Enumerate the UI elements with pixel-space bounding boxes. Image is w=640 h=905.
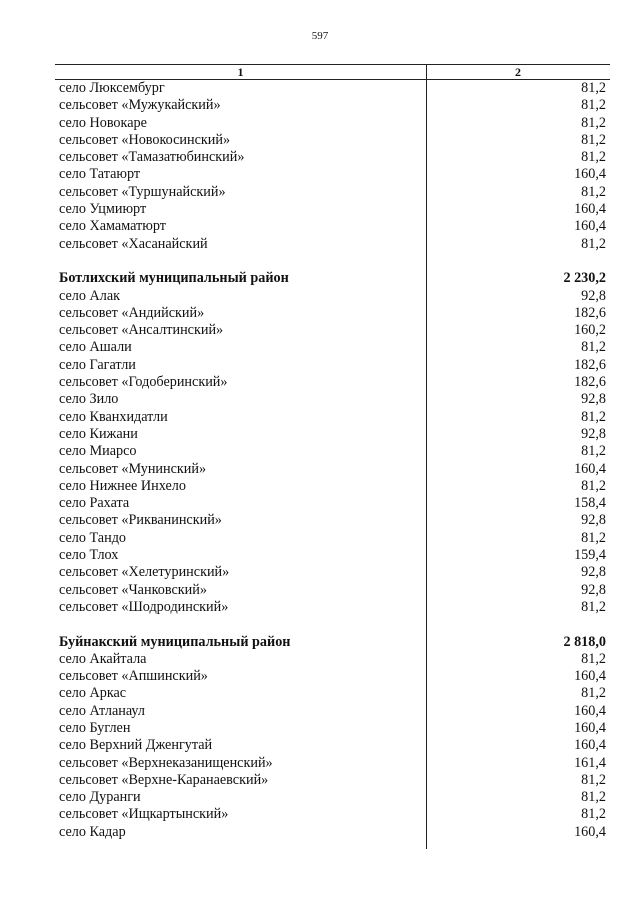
spacer-row	[55, 616, 610, 633]
table-row	[55, 391, 610, 408]
table-row	[55, 322, 610, 339]
row-name: село Алак	[59, 287, 121, 304]
row-value: 2 818,0	[563, 633, 606, 650]
table-row	[55, 703, 610, 720]
table-row	[55, 772, 610, 789]
row-name: село Атланаул	[59, 702, 145, 719]
row-value: 81,2	[581, 443, 606, 460]
row-name: село Дуранги	[59, 789, 141, 806]
table-row	[55, 564, 610, 581]
row-value: 81,2	[581, 131, 606, 148]
row-value: 159,4	[574, 547, 606, 564]
row-name: село Тандо	[59, 529, 127, 546]
table-row	[55, 80, 610, 97]
row-value: 161,4	[574, 754, 606, 771]
district-total-row	[55, 270, 610, 287]
row-value: 81,2	[581, 235, 606, 252]
row-value: 160,4	[574, 166, 606, 183]
row-name: Ботлихский муниципальный район	[59, 270, 289, 287]
table-header	[55, 65, 610, 80]
row-name: сельсовет «Хасанайский	[59, 235, 208, 252]
row-value: 81,2	[581, 806, 606, 823]
column-header-1: 1	[237, 65, 244, 79]
row-name: село Гагатли	[59, 356, 136, 373]
row-name: село Кванхидатли	[59, 408, 168, 425]
column-header-2: 2	[515, 65, 521, 79]
table-row	[55, 97, 610, 114]
spacer-row	[55, 253, 610, 270]
row-name: сельсовет «Верхнеказанищенский»	[59, 754, 273, 771]
row-value: 81,2	[581, 80, 606, 96]
row-name: сельсовет «Туршунайский»	[59, 183, 226, 200]
row-value: 182,6	[574, 374, 606, 391]
table-row	[55, 685, 610, 702]
table-row	[55, 115, 610, 132]
row-name: сельсовет «Хелетуринский»	[59, 564, 230, 581]
table-row	[55, 149, 610, 166]
row-value: 81,2	[581, 183, 606, 200]
row-name: село Зило	[59, 391, 119, 408]
table-row	[55, 824, 610, 841]
row-value: 81,2	[581, 477, 606, 494]
row-name: село Хамаматюрт	[59, 218, 166, 235]
row-name: село Верхний Дженгутай	[59, 737, 213, 754]
row-value: 160,4	[574, 719, 606, 736]
table-row	[55, 755, 610, 772]
table-row	[55, 339, 610, 356]
row-name: село Тлох	[59, 547, 119, 564]
row-name: сельсовет «Шодродинский»	[59, 598, 229, 615]
table-row	[55, 374, 610, 391]
table-row	[55, 357, 610, 374]
row-name: село Буглен	[59, 719, 131, 736]
table-row	[55, 512, 610, 529]
row-value: 92,8	[581, 391, 606, 408]
row-name: сельсовет «Годоберинский»	[59, 374, 228, 391]
row-name: село Рахата	[59, 495, 130, 512]
row-name: село Новокаре	[59, 114, 147, 131]
table-row	[55, 184, 610, 201]
row-value: 160,4	[574, 460, 606, 477]
row-name: село Татаюрт	[59, 166, 141, 183]
table-row	[55, 668, 610, 685]
row-name: сельсовет «Андийский»	[59, 304, 205, 321]
row-value: 81,2	[581, 149, 606, 166]
table-row	[55, 582, 610, 599]
row-name: сельсовет «Апшинский»	[59, 668, 208, 685]
table-row	[55, 409, 610, 426]
row-value: 160,4	[574, 823, 606, 840]
row-name: сельсовет «Мунинский»	[59, 460, 207, 477]
row-name: село Уцмиюрт	[59, 201, 147, 218]
row-name: село Ашали	[59, 339, 132, 356]
row-value: 81,2	[581, 598, 606, 615]
table-row	[55, 132, 610, 149]
row-name: сельсовет «Верхне-Каранаевский»	[59, 771, 269, 788]
row-value: 81,2	[581, 771, 606, 788]
row-value: 160,4	[574, 668, 606, 685]
row-value: 158,4	[574, 495, 606, 512]
row-value: 92,8	[581, 287, 606, 304]
table-row	[55, 806, 610, 823]
row-name: село Миарсо	[59, 443, 137, 460]
row-value: 81,2	[581, 339, 606, 356]
row-name: сельсовет «Тамазатюбинский»	[59, 149, 245, 166]
table-row	[55, 530, 610, 547]
row-value: 81,2	[581, 97, 606, 114]
row-value: 81,2	[581, 529, 606, 546]
table-row	[55, 651, 610, 668]
table-row	[55, 201, 610, 218]
table-row	[55, 166, 610, 183]
table-row	[55, 426, 610, 443]
table-row	[55, 288, 610, 305]
row-name: село Аркас	[59, 685, 127, 702]
row-value: 81,2	[581, 789, 606, 806]
row-value: 160,4	[574, 218, 606, 235]
table-row	[55, 789, 610, 806]
table-row	[55, 599, 610, 616]
table-body	[55, 80, 610, 841]
row-name: сельсовет «Ансалтинский»	[59, 322, 224, 339]
row-name: село Кадар	[59, 823, 126, 840]
row-name: сельсовет «Новокосинский»	[59, 131, 231, 148]
table-row	[55, 236, 610, 253]
table-row	[55, 737, 610, 754]
row-value: 92,8	[581, 581, 606, 598]
table-row	[55, 305, 610, 322]
data-table	[55, 64, 610, 841]
row-name: сельсовет «Чанковский»	[59, 581, 207, 598]
table-row	[55, 547, 610, 564]
row-value: 92,8	[581, 564, 606, 581]
table-row	[55, 720, 610, 737]
row-value: 81,2	[581, 685, 606, 702]
row-value: 160,2	[574, 322, 606, 339]
row-value: 81,2	[581, 650, 606, 667]
row-name: сельсовет «Рикванинский»	[59, 512, 222, 529]
row-value: 92,8	[581, 425, 606, 442]
table-row	[55, 495, 610, 512]
row-name: сельсовет «Ищкартынский»	[59, 806, 229, 823]
row-value: 2 230,2	[563, 270, 606, 287]
row-value: 92,8	[581, 512, 606, 529]
row-name: Буйнакский муниципальный район	[59, 633, 291, 650]
row-value: 160,4	[574, 737, 606, 754]
row-value: 81,2	[581, 114, 606, 131]
row-name: село Нижнее Инхело	[59, 477, 186, 494]
row-value: 182,6	[574, 356, 606, 373]
row-value: 160,4	[574, 201, 606, 218]
table-row	[55, 443, 610, 460]
row-value: 182,6	[574, 304, 606, 321]
table-row	[55, 478, 610, 495]
table-row	[55, 461, 610, 478]
page-number: 597	[311, 30, 329, 42]
row-value: 81,2	[581, 408, 606, 425]
row-name: село Акайтала	[59, 650, 147, 667]
row-value: 160,4	[574, 702, 606, 719]
table-row	[55, 218, 610, 235]
district-total-row	[55, 634, 610, 651]
row-name: село Люксембург	[59, 80, 165, 96]
row-name: сельсовет «Мужукайский»	[59, 97, 221, 114]
row-name: село Кижани	[59, 425, 138, 442]
